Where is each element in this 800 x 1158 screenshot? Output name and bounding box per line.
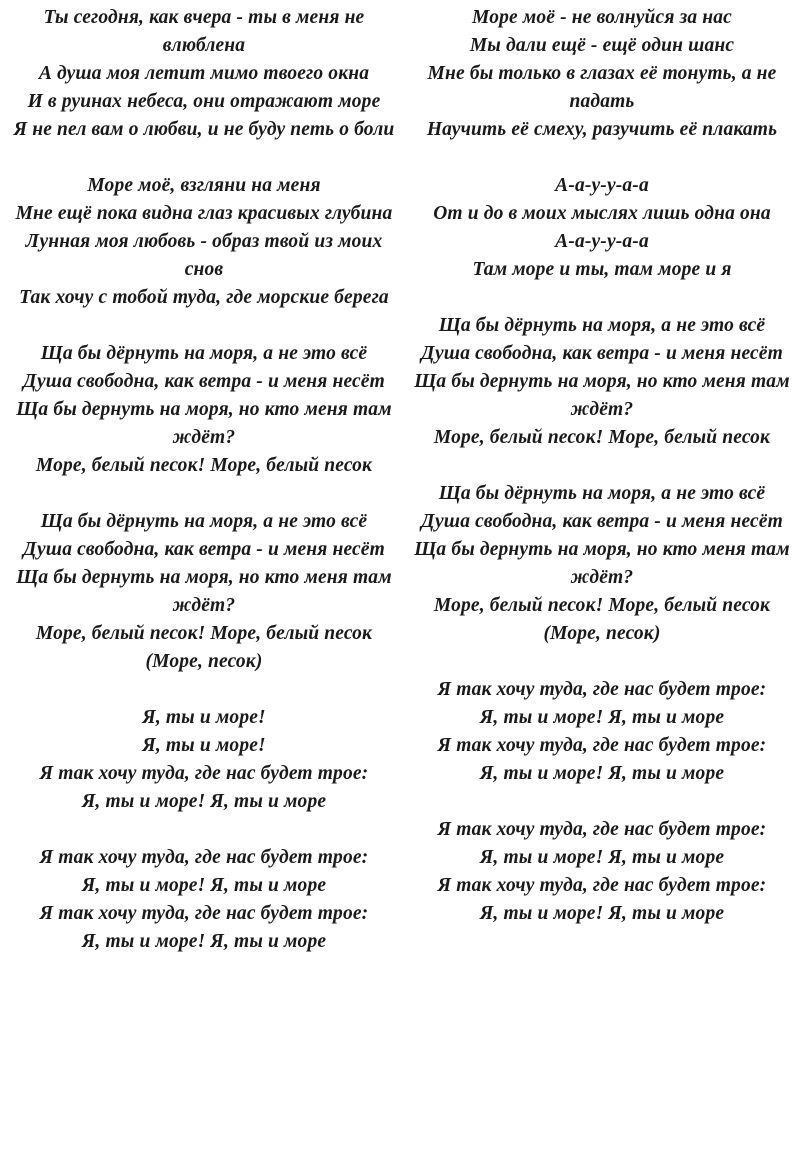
lyric-line: Море моё, взгляни на меня bbox=[87, 175, 321, 196]
lyric-line: И в руинах небеса, они отражают море bbox=[27, 91, 381, 112]
lyric-line: Душа свободна, как ветра - и меня несёт bbox=[421, 343, 783, 364]
lyric-line: Я, ты и море! Я, ты и море bbox=[81, 791, 327, 812]
lyric-line: Так хочу с тобой туда, где морские берега bbox=[19, 287, 389, 308]
lyric-line: Море, белый песок! Море, белый песок bbox=[433, 427, 771, 448]
lyric-line: Мне ещё пока видна глаз красивых глубина bbox=[15, 203, 393, 224]
lyric-line: Душа свободна, как ветра - и меня несёт bbox=[23, 539, 385, 560]
lyric-line: Душа свободна, как ветра - и меня несёт bbox=[23, 371, 385, 392]
lyrics-column-right bbox=[406, 4, 798, 956]
lyric-line: Мы дали ещё - ещё один шанс bbox=[469, 35, 735, 56]
lyric-line: Я, ты и море! bbox=[142, 707, 266, 728]
lyric-line: (Море, песок) bbox=[543, 623, 661, 644]
lyric-line: Ща бы дернуть на моря, но кто меня там ждёт? bbox=[16, 399, 392, 448]
lyric-line: Я так хочу туда, где нас будет трое: bbox=[39, 847, 369, 868]
lyric-line: А-а-у-у-а-а bbox=[555, 175, 649, 196]
lyric-line: Ща бы дёрнуть на моря, а не это всё bbox=[438, 315, 766, 336]
lyric-line: Я не пел вам о любви, и не буду петь о боли bbox=[13, 119, 395, 140]
stanza bbox=[6, 844, 402, 956]
lyric-line: Я, ты и море! Я, ты и море bbox=[479, 903, 725, 924]
stanza bbox=[406, 4, 798, 144]
lyric-line: Научить её смеху, разучить её плакать bbox=[426, 119, 778, 140]
lyric-line: Я так хочу туда, где нас будет трое: bbox=[437, 735, 767, 756]
lyric-line: Ты сегодня, как вчера - ты в меня не влюблена bbox=[43, 7, 365, 56]
lyric-line: Ща бы дёрнуть на моря, а не это всё bbox=[40, 511, 368, 532]
lyric-line: Я так хочу туда, где нас будет трое: bbox=[437, 679, 767, 700]
lyric-line: Я, ты и море! bbox=[142, 735, 266, 756]
stanza bbox=[406, 172, 798, 284]
lyric-line: Море, белый песок! Море, белый песок bbox=[35, 455, 373, 476]
stanza bbox=[6, 4, 402, 144]
lyric-line: Я, ты и море! Я, ты и море bbox=[81, 875, 327, 896]
lyrics-column-left bbox=[6, 4, 402, 984]
lyric-line: Ща бы дернуть на моря, но кто меня там ждёт? bbox=[414, 539, 790, 588]
lyric-line: Душа свободна, как ветра - и меня несёт bbox=[421, 511, 783, 532]
lyric-line: Я, ты и море! Я, ты и море bbox=[479, 707, 725, 728]
stanza bbox=[406, 480, 798, 648]
stanza bbox=[406, 816, 798, 928]
lyric-line: А душа моя летит мимо твоего окна bbox=[38, 63, 370, 84]
lyric-line: Я так хочу туда, где нас будет трое: bbox=[39, 763, 369, 784]
stanza bbox=[6, 508, 402, 676]
lyric-line: Мне бы только в глазах её тонуть, а не падать bbox=[427, 63, 777, 112]
lyric-line: Я так хочу туда, где нас будет трое: bbox=[437, 819, 767, 840]
lyric-line: Море моё - не волнуйся за нас bbox=[472, 7, 732, 28]
lyric-line: Я так хочу туда, где нас будет трое: bbox=[437, 875, 767, 896]
lyric-line: А-а-у-у-а-а bbox=[555, 231, 649, 252]
stanza bbox=[6, 704, 402, 816]
lyric-line: (Море, песок) bbox=[145, 651, 263, 672]
stanza bbox=[406, 676, 798, 788]
lyric-line: Я, ты и море! Я, ты и море bbox=[479, 847, 725, 868]
lyric-line: Ща бы дёрнуть на моря, а не это всё bbox=[438, 483, 766, 504]
lyric-line: Море, белый песок! Море, белый песок bbox=[433, 595, 771, 616]
lyric-line: Ща бы дернуть на моря, но кто меня там ждёт? bbox=[16, 567, 392, 616]
lyric-line: Я, ты и море! Я, ты и море bbox=[81, 931, 327, 952]
lyric-line: Там море и ты, там море и я bbox=[472, 259, 732, 280]
lyric-line: Ща бы дернуть на моря, но кто меня там ждёт? bbox=[414, 371, 790, 420]
stanza bbox=[6, 172, 402, 312]
stanza bbox=[6, 340, 402, 480]
lyric-line: Ща бы дёрнуть на моря, а не это всё bbox=[40, 343, 368, 364]
lyric-line: Я, ты и море! Я, ты и море bbox=[479, 763, 725, 784]
lyric-line: Я так хочу туда, где нас будет трое: bbox=[39, 903, 369, 924]
stanza bbox=[406, 312, 798, 452]
lyric-line: Море, белый песок! Море, белый песок bbox=[35, 623, 373, 644]
lyric-line: От и до в моих мыслях лишь одна она bbox=[433, 203, 771, 224]
lyric-line: Лунная моя любовь - образ твой из моих снов bbox=[25, 231, 383, 280]
